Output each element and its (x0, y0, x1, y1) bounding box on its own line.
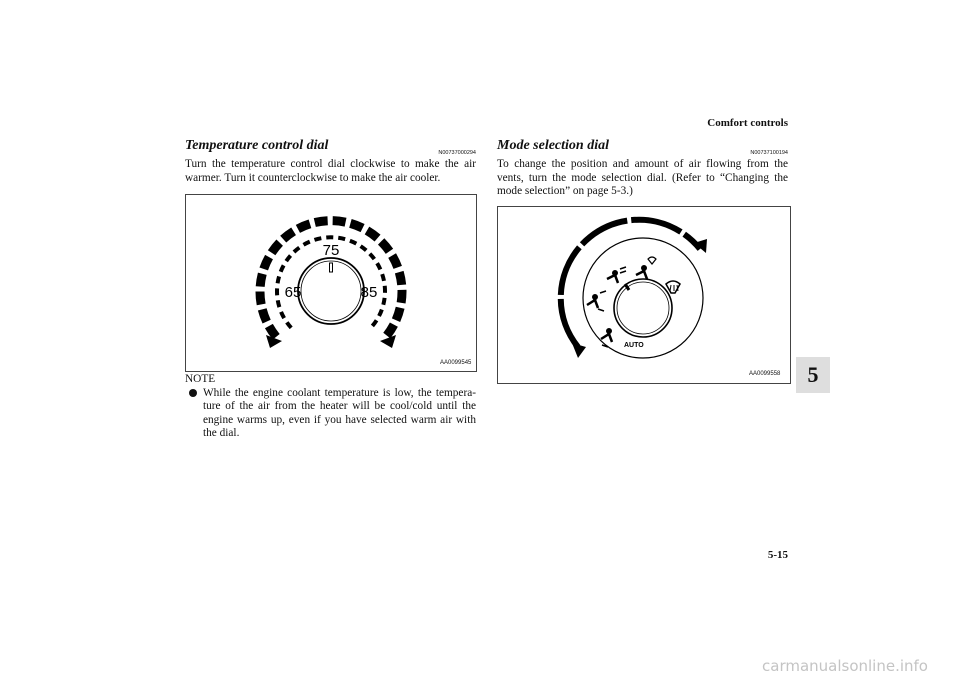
temperature-knob[interactable] (298, 258, 364, 324)
bullet-icon (189, 389, 197, 397)
mode-dial-illustration (498, 207, 790, 383)
temperature-section-heading (185, 138, 476, 158)
mode-section-heading (497, 138, 788, 158)
temp-label-75: 75 (322, 242, 340, 259)
page-number: 5-15 (767, 549, 788, 561)
mode-section-code: N00737100194 (750, 150, 788, 156)
mode-section (497, 138, 788, 199)
auto-label: AUTO (624, 342, 644, 349)
watermark-text: carmanualsonline.info (762, 657, 928, 675)
mode-section-title: Mode selection dial (497, 138, 609, 153)
note-item (185, 387, 476, 441)
temp-label-85: 85 (360, 284, 378, 301)
mode-figure-code: AA0099558 (749, 371, 781, 377)
mode-section-body: To change the position and amount of air flowing from the vents, turn the mode selection dial. (Refer to “Changing the mode selection” on page 5-3.) (497, 158, 788, 197)
temperature-section-title: Temperature control dial (185, 138, 329, 153)
running-header: Comfort controls (707, 117, 788, 129)
temp-label-65: 65 (284, 284, 302, 301)
temperature-dial-figure (185, 194, 477, 372)
mode-knob[interactable] (614, 279, 672, 337)
temperature-section (185, 138, 476, 185)
temperature-dial-illustration (186, 195, 476, 371)
mode-dial-figure (497, 206, 791, 384)
arrow-ccw-icon (572, 343, 586, 358)
note-block (185, 373, 476, 441)
temperature-section-body: Turn the temperature control dial clockwise to make the air warmer. Turn it counterclockwise to make the air cooler. (185, 158, 476, 184)
note-item-text: While the engine coolant temperature is low, the tempera-ture of the air from the heater will be cool/cold until the engine warms up, even if you have selected warm air with the dial. (203, 386, 476, 439)
temperature-figure-code: AA0099545 (440, 360, 472, 366)
chapter-tab: 5 (796, 357, 830, 393)
watermark (0, 657, 960, 675)
temperature-section-code: N00737000294 (438, 150, 476, 156)
note-label: NOTE (185, 373, 216, 385)
